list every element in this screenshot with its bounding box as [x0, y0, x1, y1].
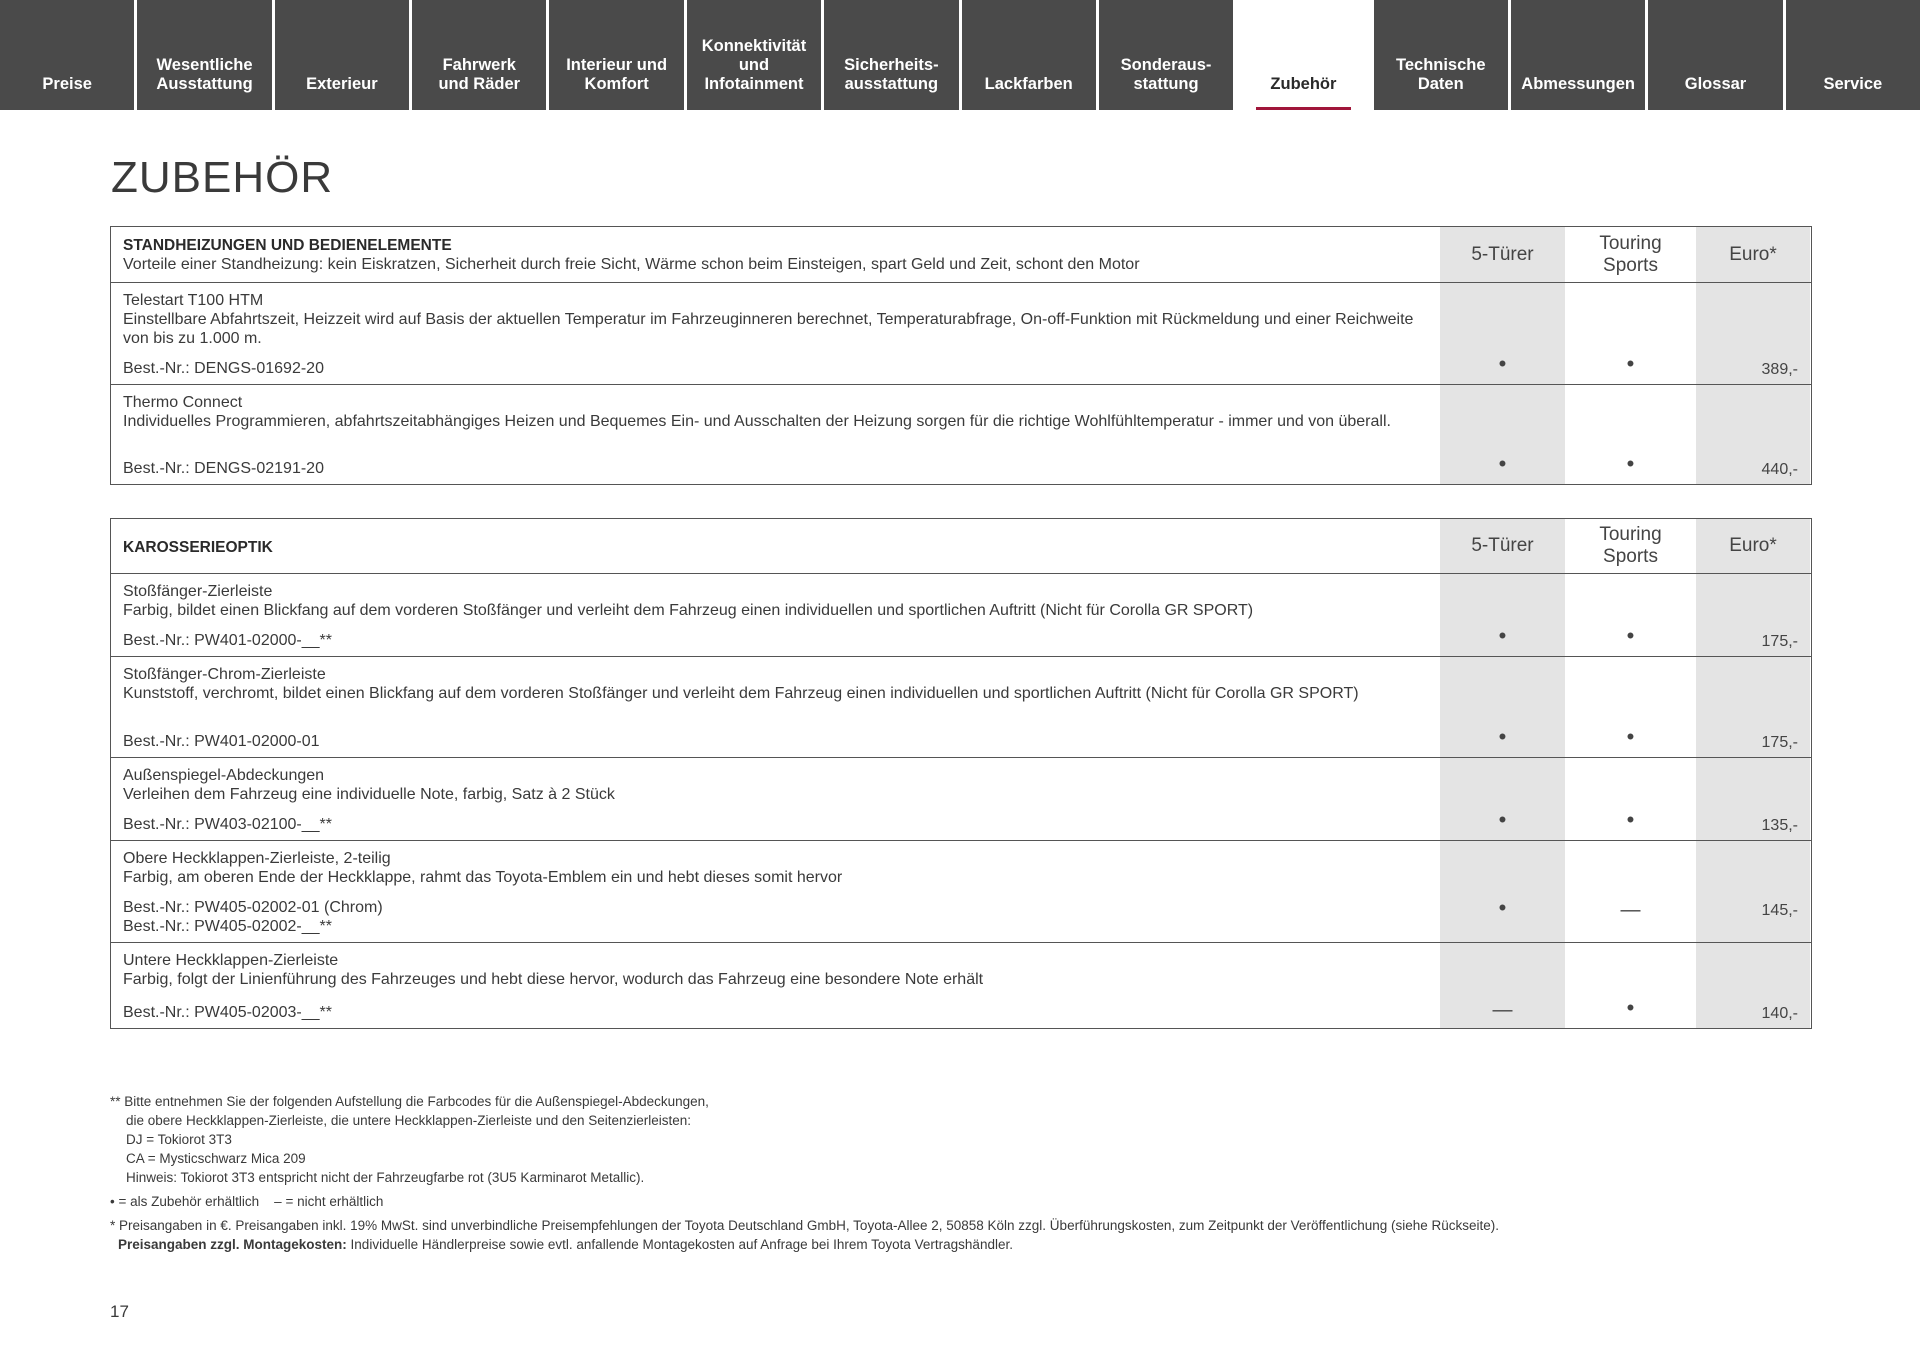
- item-name: Stoßfänger-Zierleiste: [123, 583, 273, 600]
- tab-wesentliche-ausstattung[interactable]: Wesentliche Ausstattung: [137, 0, 271, 110]
- availability-mark: •: [1626, 807, 1635, 832]
- availability-mark: •: [1498, 895, 1507, 920]
- availability-mark: •: [1626, 451, 1635, 476]
- item-description: Farbig, bildet einen Blickfang auf dem vorderen Stoßfänger und verleiht dem Fahrzeug einen individuellen und sportlichen Auftritt (Nicht für Corolla GR SPORT): [123, 602, 1254, 619]
- tab-glossar[interactable]: Glossar: [1648, 0, 1782, 110]
- column-header-touring-sports: Touring Sports: [1568, 227, 1693, 282]
- price: 389,-: [1761, 361, 1798, 378]
- availability-mark: •: [1626, 623, 1635, 648]
- item-name: Telestart T100 HTM: [123, 292, 264, 309]
- footnote-line: die obere Heckklappen-Zierleiste, die untere Heckklappen-Zierleiste und den Seitenzierleisten:: [126, 1113, 692, 1128]
- availability-mark: •: [1498, 451, 1507, 476]
- availability-mark: •: [1626, 995, 1635, 1020]
- table-row: [111, 840, 1811, 942]
- tab-fahrwerk-und-raeder[interactable]: Fahrwerk und Räder: [412, 0, 546, 110]
- order-number: Best.-Nr.: PW405-02003-__**: [123, 1004, 332, 1021]
- availability-mark: •: [1498, 351, 1507, 376]
- price: 175,-: [1761, 633, 1798, 650]
- order-number: Best.-Nr.: PW405-02002-__**: [123, 918, 332, 935]
- order-number: Best.-Nr.: PW403-02100-__**: [123, 816, 332, 833]
- tab-preise[interactable]: Preise: [0, 0, 134, 110]
- table-row: [111, 656, 1811, 757]
- price: 440,-: [1761, 461, 1798, 478]
- table-row: [111, 573, 1811, 656]
- column-header-euro: Euro*: [1696, 227, 1810, 282]
- price: 145,-: [1761, 902, 1798, 919]
- item-description: Kunststoff, verchromt, bildet einen Blickfang auf dem vorderen Stoßfänger und verleiht dem Fahrzeug einen individuellen und sportlichen Auftritt (Nicht für Corolla GR SPORT): [123, 685, 1359, 702]
- order-number: Best.-Nr.: PW405-02002-01 (Chrom): [123, 899, 383, 916]
- availability-mark: •: [1626, 351, 1635, 376]
- footnote-price-note: * Preisangaben in €. Preisangaben inkl. 19% MwSt. sind unverbindliche Preisempfehlungen der Toyota Deutschland GmbH, Toyota-Allee 2, 50858 Köln zzgl. Überführungskosten, zum Zeitpunkt der Veröffentlichung (siehe Rückseite).: [110, 1218, 1500, 1233]
- table-row: [111, 384, 1811, 484]
- table-header-row: [111, 227, 1811, 282]
- footnote-line: DJ = Tokiorot 3T3: [126, 1132, 232, 1147]
- item-name: Obere Heckklappen-Zierleiste, 2-teilig: [123, 850, 391, 867]
- order-number: Best.-Nr.: PW401-02000-01: [123, 733, 320, 750]
- availability-mark: •: [1498, 623, 1507, 648]
- tab-lackfarben[interactable]: Lackfarben: [962, 0, 1096, 110]
- page-number: 17: [110, 1302, 129, 1321]
- footnote-line: CA = Mysticschwarz Mica 209: [126, 1151, 306, 1166]
- availability-mark: •: [1498, 807, 1507, 832]
- footnote-montage: [110, 1235, 1499, 1254]
- availability-mark: •: [1498, 724, 1507, 749]
- item-description: Individuelles Programmieren, abfahrtszeitabhängiges Heizen und Bequemes Ein- und Ausschalten der Heizung sorgen für die richtige Wohlfühltemperatur - immer und von überall.: [123, 413, 1391, 430]
- footnote-line: Hinweis: Tokiorot 3T3 entspricht nicht der Fahrzeugfarbe rot (3U5 Karminarot Metallic).: [126, 1170, 645, 1185]
- item-description: Farbig, am oberen Ende der Heckklappe, rahmt das Toyota-Emblem ein und hebt dieses somit hervor: [123, 869, 843, 886]
- footnotes: [110, 1092, 1499, 1254]
- footnote-legend: • = als Zubehör erhältlich – = nicht erhältlich: [110, 1194, 384, 1209]
- column-header-5-tuerer: 5-Türer: [1440, 227, 1565, 282]
- tab-sonderausstattung[interactable]: Sonderaus- stattung: [1099, 0, 1233, 110]
- tab-konnektivitaet[interactable]: Konnektivität und Infotainment: [687, 0, 821, 110]
- table-karosserieoptik: [110, 518, 1812, 1029]
- item-description: Verleihen dem Fahrzeug eine individuelle Note, farbig, Satz à 2 Stück: [123, 786, 615, 803]
- tab-service[interactable]: Service: [1786, 0, 1920, 110]
- section-title: STANDHEIZUNGEN UND BEDIENELEMENTE: [123, 236, 452, 254]
- tab-interieur-und-komfort[interactable]: Interieur und Komfort: [549, 0, 683, 110]
- tab-technische-daten[interactable]: Technische Daten: [1374, 0, 1508, 110]
- montage-label: Preisangaben zzgl. Montagekosten:: [118, 1237, 347, 1252]
- item-name: Thermo Connect: [123, 394, 243, 411]
- column-header-touring-sports: Touring Sports: [1568, 519, 1693, 573]
- item-description: Einstellbare Abfahrtszeit, Heizzeit wird auf Basis der aktuellen Temperatur im Fahrzeuginneren berechnet, Temperaturabfrage, On-off-Funktion mit Rückmeldung und einer Reichweite von bis zu 1.000 m.: [123, 311, 1414, 347]
- price: 135,-: [1761, 817, 1798, 834]
- table-standheizungen: [110, 226, 1812, 485]
- item-name: Außenspiegel-Abdeckungen: [123, 767, 325, 784]
- table-header-row: [111, 519, 1811, 573]
- page-title: ZUBEHÖR: [111, 153, 334, 202]
- table-row: [111, 282, 1811, 384]
- column-header-5-tuerer: 5-Türer: [1440, 519, 1565, 573]
- order-number: Best.-Nr.: DENGS-01692-20: [123, 360, 324, 377]
- availability-mark: —: [1620, 899, 1641, 921]
- table-row: [111, 757, 1811, 840]
- section-title: KAROSSERIEOPTIK: [123, 538, 273, 556]
- section-subtitle: Vorteile einer Standheizung: kein Eiskratzen, Sicherheit durch freie Sicht, Wärme schon beim Einsteigen, spart Geld und Zeit, schont den Motor: [123, 255, 1140, 273]
- tab-sicherheitsausstattung[interactable]: Sicherheits- ausstattung: [824, 0, 958, 110]
- tab-exterieur[interactable]: Exterieur: [275, 0, 409, 110]
- footnote-color-codes: ** Bitte entnehmen Sie der folgenden Aufstellung die Farbcodes für die Außenspiegel-Abdeckungen,: [110, 1094, 709, 1109]
- item-description: Farbig, folgt der Linienführung des Fahrzeuges und hebt diese hervor, wodurch das Fahrzeug eine besondere Note erhält: [123, 971, 984, 988]
- tab-zubehoer[interactable]: Zubehör: [1236, 0, 1370, 110]
- order-number: Best.-Nr.: PW401-02000-__**: [123, 632, 332, 649]
- column-header-euro: Euro*: [1696, 519, 1810, 573]
- top-navigation: [0, 0, 1920, 110]
- item-name: Untere Heckklappen-Zierleiste: [123, 952, 339, 969]
- availability-mark: —: [1492, 999, 1513, 1021]
- tab-abmessungen[interactable]: Abmessungen: [1511, 0, 1645, 110]
- price: 175,-: [1761, 734, 1798, 751]
- table-row: [111, 942, 1811, 1028]
- item-name: Stoßfänger-Chrom-Zierleiste: [123, 666, 326, 683]
- availability-mark: •: [1626, 724, 1635, 749]
- order-number: Best.-Nr.: DENGS-02191-20: [123, 460, 324, 477]
- price: 140,-: [1761, 1005, 1798, 1022]
- montage-text: Individuelle Händlerpreise sowie evtl. anfallende Montagekosten auf Anfrage bei Ihrem Toyota Vertragshändler.: [346, 1237, 1013, 1252]
